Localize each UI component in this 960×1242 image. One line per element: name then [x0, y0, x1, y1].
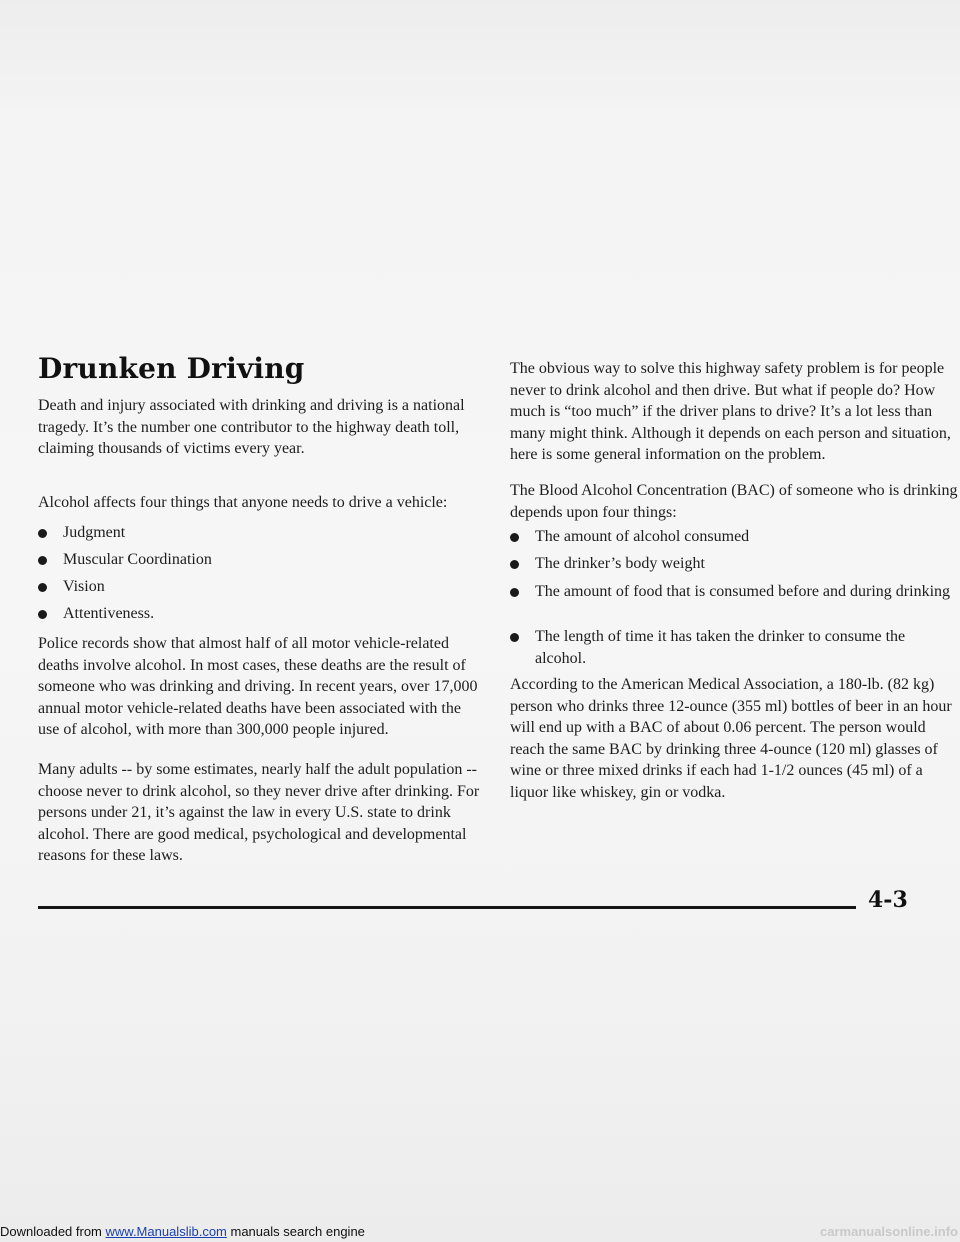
bullet-dot-icon: [38, 610, 47, 619]
bullet-dot-icon: [510, 560, 519, 569]
page-number: 4-3: [868, 887, 908, 913]
bullet-text: The drinker’s body weight: [535, 555, 705, 572]
bullet-dot-icon: [38, 583, 47, 592]
bullet-dot-icon: [38, 556, 47, 565]
bullet-dot-icon: [510, 533, 519, 542]
right-paragraph-1: The obvious way to solve this highway safety problem is for people never to drink alcohol and then drive. But what if people do? How much is “too much” if the driver plans to drive? It’s a lot less than many might think. Although it depends on each person and situation, here is some general information on the problem.: [510, 360, 951, 464]
bullet-text: Muscular Coordination: [63, 551, 212, 568]
bullet-text: The amount of alcohol consumed: [535, 528, 750, 545]
bullet-text: Attentiveness.: [63, 605, 155, 622]
watermark-text: carmanualsonline.info: [820, 1224, 958, 1239]
footer-rule: [38, 906, 856, 909]
bullet-dot-icon: [510, 633, 519, 642]
bullet-dot-icon: [510, 588, 519, 597]
footer-prefix: Downloaded from: [0, 1224, 106, 1239]
bullet-text: Judgment: [63, 524, 126, 541]
bullet-text: The length of time it has taken the drinker to consume the alcohol.: [535, 628, 906, 667]
right-paragraph-2: The Blood Alcohol Concentration (BAC) of someone who is drinking depends upon four things:: [510, 482, 958, 521]
manualslib-link[interactable]: www.Manualslib.com: [105, 1224, 227, 1239]
left-paragraph-1: Death and injury associated with drinking and driving is a national tragedy. It’s the number one contributor to the highway death toll, claiming thousands of victims every year.: [38, 397, 465, 458]
right-paragraph-3: According to the American Medical Association, a 180-lb. (82 kg) person who drinks three 12-ounce (355 ml) bottles of beer in an hour will end up with a BAC of about 0.06 percent. The person would reach the same BAC by drinking three 4-ounce (120 ml) glasses of wine or three mixed drinks if each had 1-1/2 ounces (45 ml) of a liquor like whiskey, gin or vodka.: [510, 676, 952, 801]
bullet-dot-icon: [38, 529, 47, 538]
bullet-text: The amount of food that is consumed before and during drinking: [535, 583, 951, 600]
footer-suffix: manuals search engine: [226, 1224, 365, 1239]
bullet-text: Vision: [63, 578, 105, 595]
page-title: Drunken Driving: [38, 352, 305, 385]
left-paragraph-4: Many adults -- by some estimates, nearly half the adult population -- choose never to drink alcohol, so they never drive after drinking. For persons under 21, it’s against the law in every U.S. state to drink alcohol. There are good medical, psychological and developmental reasons for these laws.: [38, 761, 480, 865]
left-paragraph-3: Police records show that almost half of all motor vehicle-related deaths involve alcohol. In most cases, these deaths are the result of someone who was drinking and driving. In recent years, over 17,000 annual motor vehicle-related deaths have been associated with the use of alcohol, with more than 300,000 people injured.: [38, 635, 478, 739]
left-paragraph-2: Alcohol affects four things that anyone needs to drive a vehicle:: [38, 494, 448, 511]
download-footer: [0, 1222, 960, 1242]
